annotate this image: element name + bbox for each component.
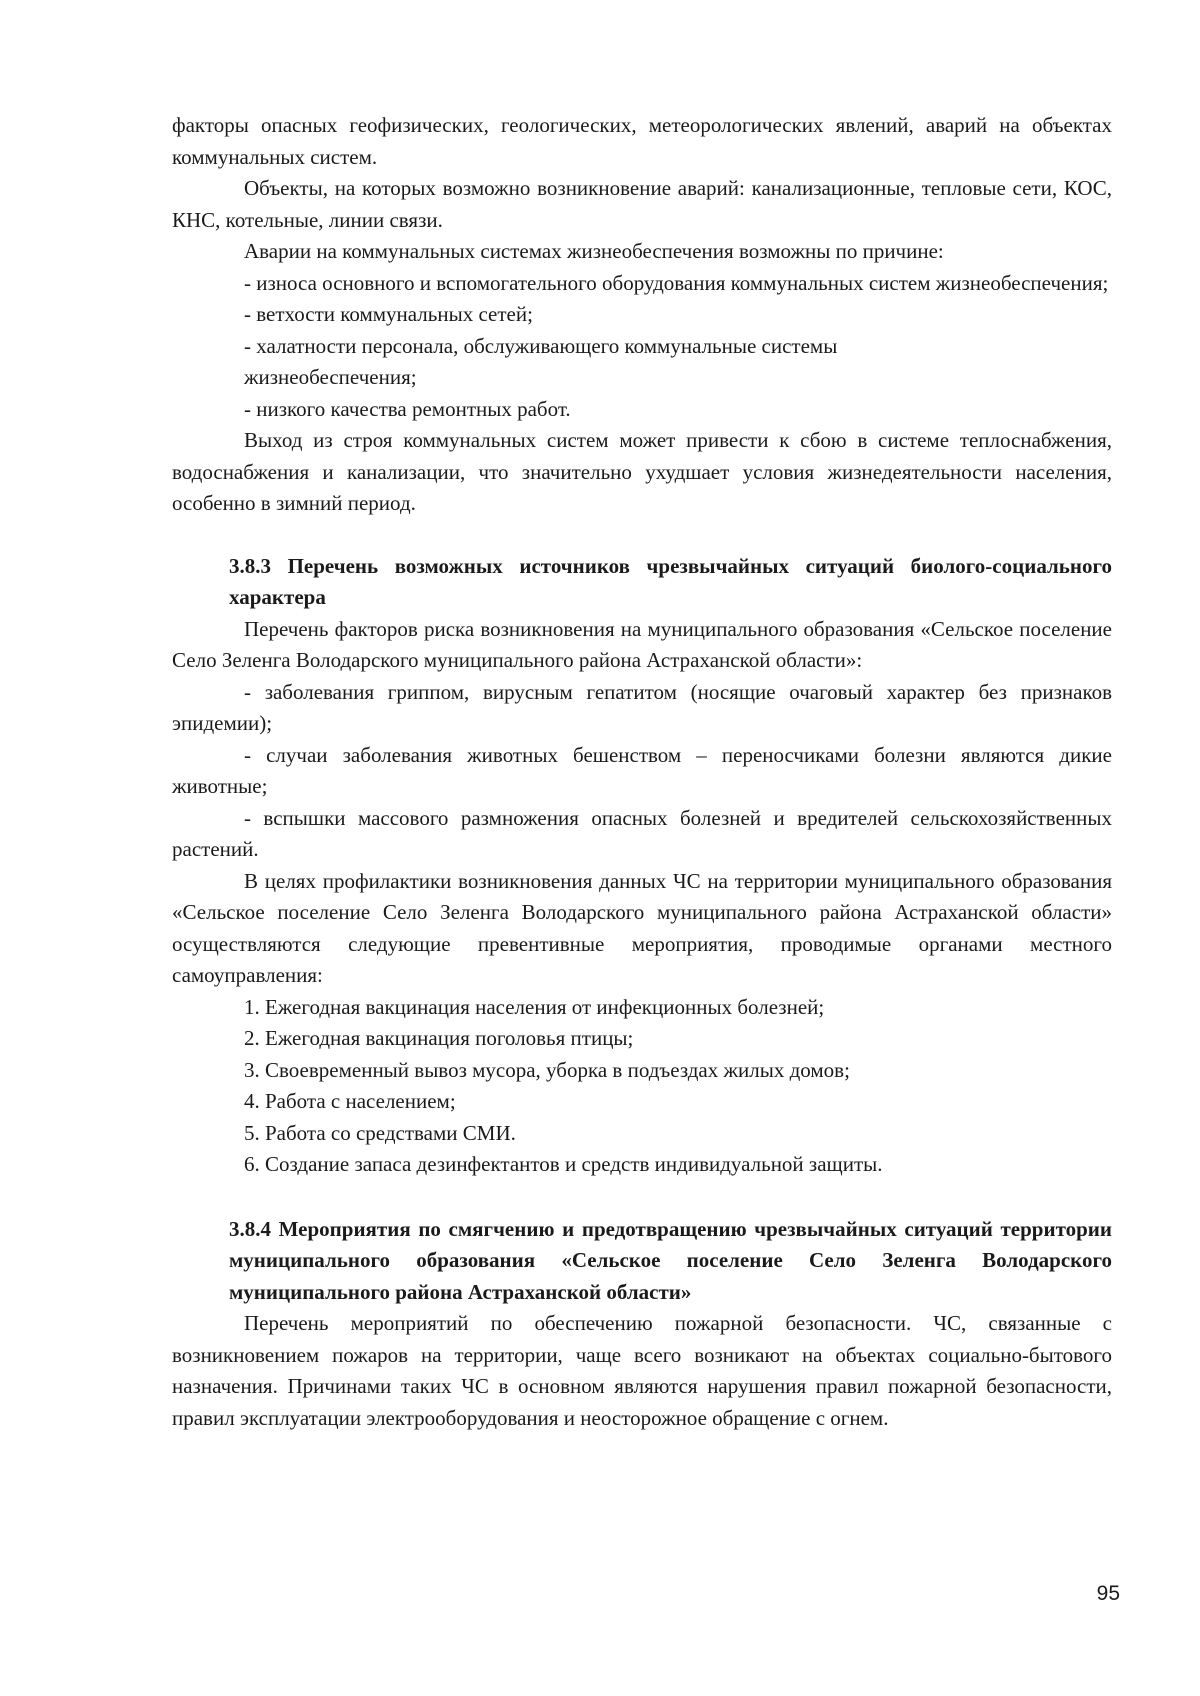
section-heading-3-8-3: 3.8.3 Перечень возможных источников чрезвычайных ситуаций биолого-социального характера: [229, 553, 1112, 609]
numbered-item: 1. Ежегодная вакцинация населения от инфекционных болезней;: [244, 994, 825, 1019]
list-item: - вспышки массового размножения опасных болезней и вредителей сельскохозяйственных растений.: [172, 805, 1112, 861]
paragraph: В целях профилактики возникновения данных ЧС на территории муниципального образования «Сельское поселение Село Зеленга Володарского муниципального района Астраханской области» осуществляются следующие превентивные мероприятия, проводимые органами местного самоуправления:: [172, 868, 1112, 987]
paragraph: Объекты, на которых возможно возникновение аварий: канализационные, тепловые сети, КОС, КНС, котельные, линии связи.: [172, 176, 1112, 232]
list-item: - заболевания гриппом, вирусным гепатитом (носящие очаговый характер без признаков эпидемии);: [172, 679, 1112, 735]
list-item: - халатности персонала, обслуживающего коммунальные системы: [244, 333, 838, 358]
page-number: 95: [1096, 1582, 1120, 1605]
numbered-item: 6. Создание запаса дезинфектантов и средств индивидуальной защиты.: [244, 1152, 883, 1176]
list-item: - ветхости коммунальных сетей;: [244, 302, 533, 326]
list-item: - износа основного и вспомогательного оборудования коммунальных систем жизнеобеспечения;: [244, 270, 1109, 295]
list-item: - низкого качества ремонтных работ.: [244, 396, 571, 421]
paragraph: Выход из строя коммунальных систем может привести к сбою в системе теплоснабжения, водоснабжения и канализации, что значительно ухудшает условия жизнедеятельности населения, особенно в зимний период.: [172, 428, 1112, 515]
section-heading-3-8-4: 3.8.4 Мероприятия по смягчению и предотвращению чрезвычайных ситуаций территории муниципального образования «Сельское поселение Село Зеленга Володарского муниципального района Астраханской области»: [229, 1216, 1112, 1304]
document-page: [172, 110, 1112, 1434]
paragraph: Аварии на коммунальных системах жизнеобеспечения возможны по причине:: [244, 239, 944, 263]
paragraph: Перечень мероприятий по обеспечению пожарной безопасности. ЧС, связанные с возникновением пожаров на территории, чаще всего возникают на объектах социально-бытового назначения. Причинами таких ЧС в основном являются нарушения правил пожарной безопасности, правил эксплуатации электрооборудования и неосторожное обращение с огнем.: [172, 1311, 1112, 1430]
list-item-continuation: жизнеобеспечения;: [244, 365, 417, 389]
numbered-item: 2. Ежегодная вакцинация поголовья птицы;: [244, 1026, 634, 1050]
paragraph: Перечень факторов риска возникновения на муниципального образования «Сельское поселение Село Зеленга Володарского муниципального района Астраханской области»:: [172, 616, 1112, 672]
list-item: - случаи заболевания животных бешенством – переносчиками болезни являются дикие животные;: [172, 742, 1112, 798]
paragraph: факторы опасных геофизических, геологических, метеорологических явлений, аварий на объектах коммунальных систем.: [172, 113, 1112, 169]
numbered-item: 5. Работа со средствами СМИ.: [244, 1120, 516, 1145]
numbered-item: 4. Работа с населением;: [244, 1089, 456, 1113]
numbered-item: 3. Своевременный вывоз мусора, уборка в подъездах жилых домов;: [244, 1057, 850, 1082]
